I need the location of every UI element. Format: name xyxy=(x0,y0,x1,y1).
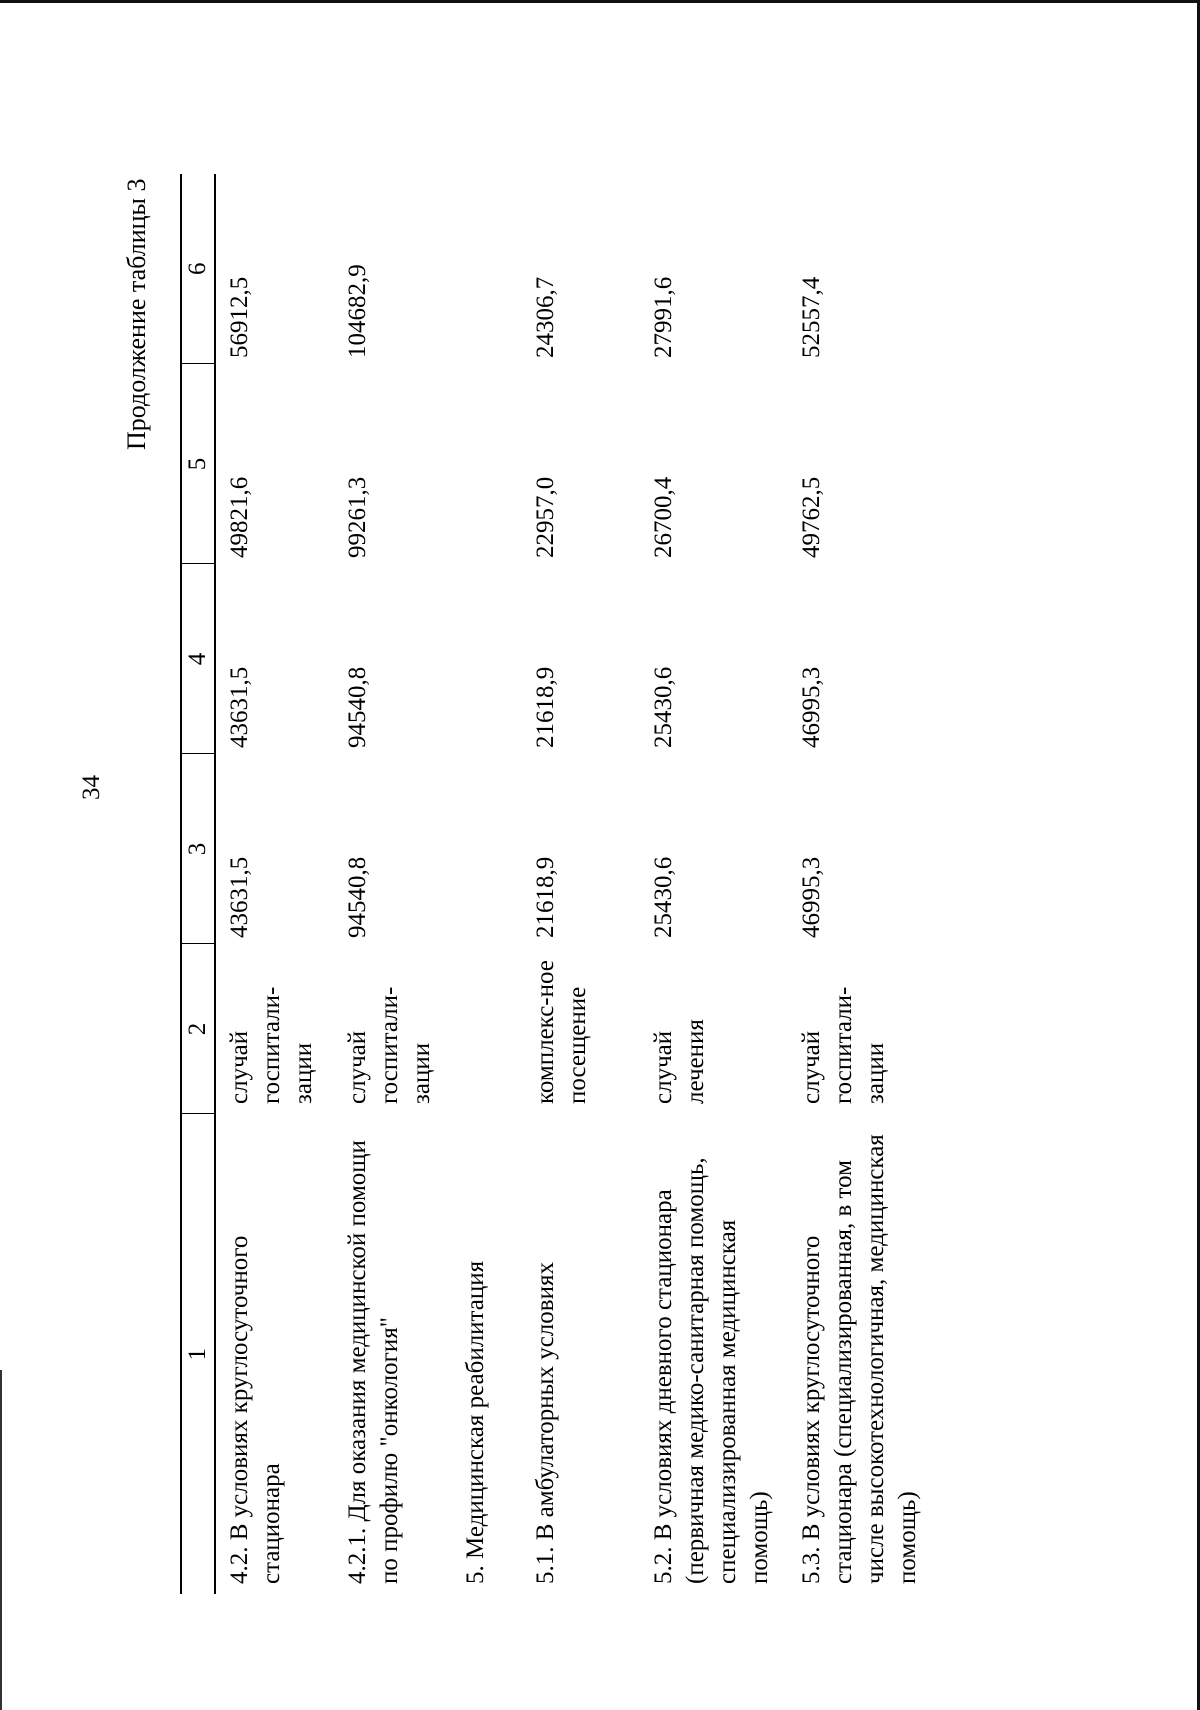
scan-edge-top xyxy=(0,0,1200,3)
row-name: 5.2. В условиях дневного стационара (первичная медико-санитарная помощь, специализированная медицинская помощь) xyxy=(650,1157,773,1584)
row-unit: комплекс-ное посещение xyxy=(532,960,591,1104)
cell-col5 xyxy=(452,364,522,564)
row-unit: случай госпитали-зации xyxy=(226,986,317,1104)
row-name: 4.2.1. Для оказания медицинской помощи по профилю "онкология" xyxy=(344,1140,403,1584)
cell-col5: 49762,5 xyxy=(798,476,825,558)
row-name: 5. Медицинская реабилитация xyxy=(462,1260,489,1584)
cell-col6: 56912,5 xyxy=(226,276,253,358)
cell-col5: 22957,0 xyxy=(532,476,559,558)
table-header-row xyxy=(181,174,215,1594)
cell-col6: 52557,4 xyxy=(798,276,825,358)
row-unit xyxy=(452,944,522,1114)
cell-col3: 21618,9 xyxy=(532,856,559,938)
cell-col3: 46995,3 xyxy=(798,856,825,938)
column-header-6: 6 xyxy=(181,174,215,364)
rotated-page xyxy=(70,110,1120,1630)
column-header-2: 2 xyxy=(181,944,215,1114)
cell-col4: 25430,6 xyxy=(650,666,677,748)
row-name: 4.2. В условиях круглосуточного стационара xyxy=(226,1235,285,1584)
cell-col6 xyxy=(452,174,522,364)
data-table xyxy=(180,174,936,1594)
cell-col6: 27991,6 xyxy=(650,276,677,358)
table-row xyxy=(640,174,788,1594)
row-unit: случай госпитали-зации xyxy=(344,986,435,1104)
table-row xyxy=(788,174,936,1594)
cell-col3: 94540,8 xyxy=(344,856,371,938)
page-number: 34 xyxy=(78,775,105,800)
row-name: 5.1. В амбулаторных условиях xyxy=(532,1262,559,1584)
column-header-1: 1 xyxy=(181,1114,215,1594)
cell-col5: 49821,6 xyxy=(226,476,253,558)
cell-col5: 26700,4 xyxy=(650,476,677,558)
table-row xyxy=(334,174,452,1594)
scan-edge-left xyxy=(0,1370,2,1710)
cell-col4: 43631,5 xyxy=(226,666,253,748)
column-header-5: 5 xyxy=(181,364,215,564)
column-header-4: 4 xyxy=(181,564,215,754)
cell-col4: 94540,8 xyxy=(344,666,371,748)
continuation-label: Продолжение таблицы 3 xyxy=(122,178,151,450)
cell-col4 xyxy=(452,564,522,754)
row-unit: случай госпитали-зации xyxy=(798,986,889,1104)
cell-col4: 21618,9 xyxy=(532,666,559,748)
cell-col4: 46995,3 xyxy=(798,666,825,748)
table-row xyxy=(522,174,640,1594)
cell-col6: 24306,7 xyxy=(532,276,559,358)
table-row xyxy=(215,174,334,1594)
table-row xyxy=(452,174,522,1594)
cell-col3 xyxy=(452,754,522,944)
cell-col6: 104682,9 xyxy=(344,264,371,358)
cell-col3: 25430,6 xyxy=(650,856,677,938)
row-name: 5.3. В условиях круглосуточного стационара (специализированная, в том числе высокотехнологичная, медицинская помощь) xyxy=(798,1134,921,1584)
column-header-3: 3 xyxy=(181,754,215,944)
cell-col5: 99261,3 xyxy=(344,476,371,558)
cell-col3: 43631,5 xyxy=(226,856,253,938)
row-unit: случай лечения xyxy=(650,1019,709,1104)
